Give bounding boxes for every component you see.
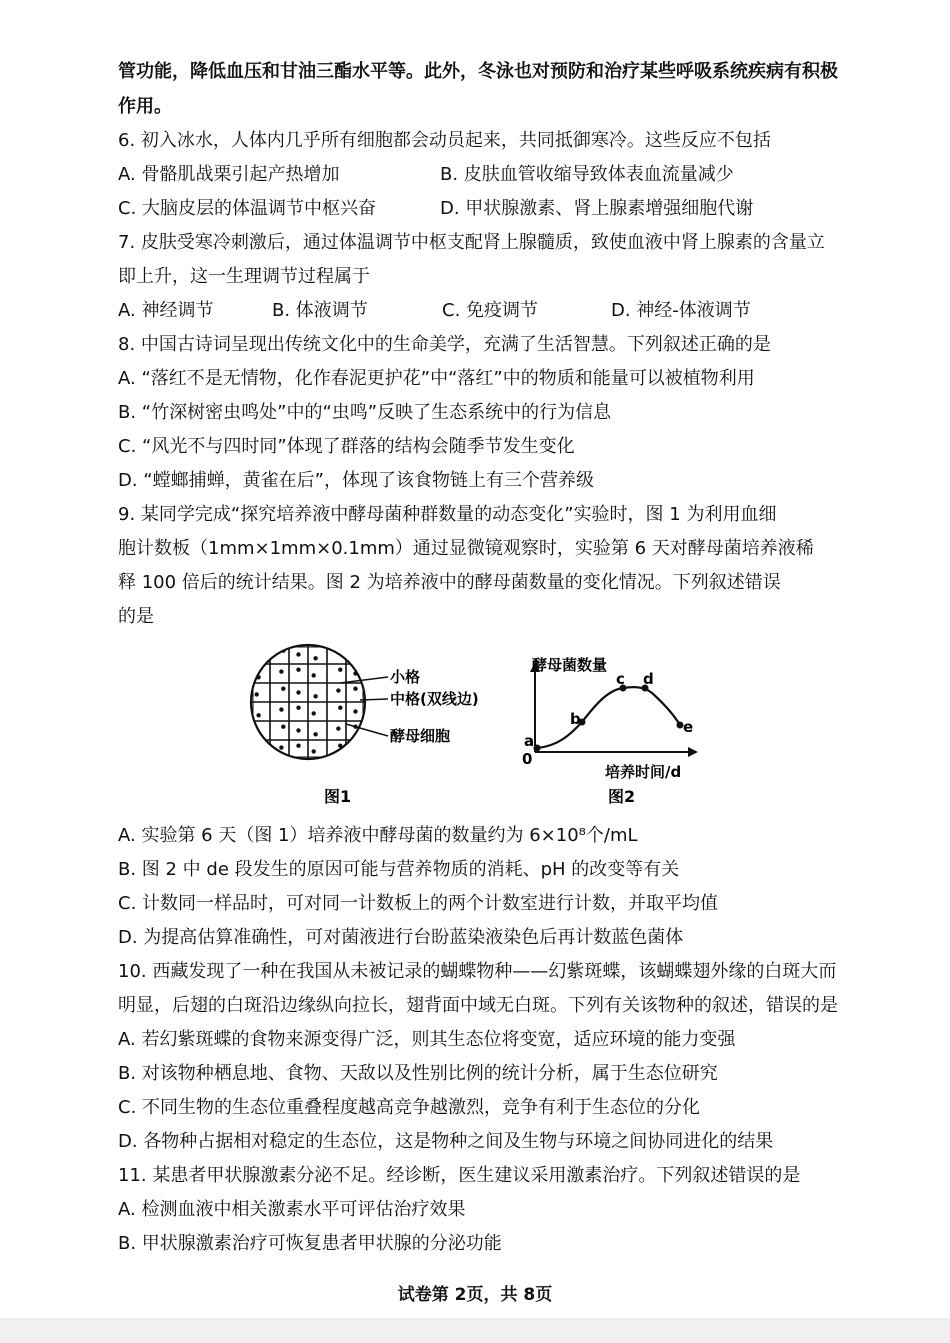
- yeast-cell-dot: [256, 751, 260, 755]
- point-label-a: a: [524, 732, 535, 750]
- figure-2-caption: 图2: [608, 787, 636, 806]
- q9-stem-1: 9. 某同学完成“探究培养液中酵母菌种群数量的动态变化”实验时，图 1 为利用血细: [118, 504, 777, 525]
- q10-option-b: B. 对该物种栖息地、食物、天敌以及性别比例的统计分析，属于生态位研究: [118, 1063, 718, 1084]
- q10-stem-1: 10. 西藏发现了一种在我国从未被记录的蝴蝶物种——幻紫斑蝶，该蝴蝶翅外缘的白斑大而: [118, 961, 837, 982]
- intro-line-2: 作用。: [118, 96, 172, 117]
- q9-stem-3: 释 100 倍后的统计结果。图 2 为培养液中的酵母菌数量的变化情况。下列叙述错误: [118, 572, 781, 593]
- leader-line-small: [340, 677, 388, 683]
- yeast-cell-dot: [353, 709, 357, 713]
- x-axis-arrow: [688, 747, 698, 757]
- yeast-cell-dot: [313, 694, 317, 698]
- point-label-e: e: [683, 718, 694, 736]
- q11-stem: 11. 某患者甲状腺激素分泌不足。经诊断，医生建议采用激素治疗。下列叙述错误的是: [118, 1165, 801, 1186]
- q6-option-d: D. 甲状腺激素、肾上腺素增强细胞代谢: [440, 198, 754, 219]
- yeast-cell-dot: [312, 673, 316, 677]
- point-label-c: c: [616, 670, 625, 688]
- figure-1-caption: 图1: [324, 787, 352, 806]
- yeast-cell-dot: [338, 668, 342, 672]
- q10-option-c: C. 不同生物的生态位重叠程度越高竞争越激烈，竞争有利于生态位的分化: [118, 1097, 701, 1118]
- q8-option-d: D. “螳螂捕蝉，黄雀在后”，体现了该食物链上有三个营养级: [118, 470, 594, 491]
- q9-option-a: A. 实验第 6 天（图 1）培养液中酵母菌的数量约为 6×10⁸个/mL: [118, 825, 638, 846]
- yeast-cell-dot: [296, 690, 300, 694]
- q6-stem: 6. 初入冰水，人体内几乎所有细胞都会动员起来，共同抵御寒冷。这些反应不包括: [118, 130, 771, 151]
- q10-option-d: D. 各物种占据相对稳定的生态位，这是物种之间及生物与环境之间协同进化的结果: [118, 1131, 774, 1152]
- q9-option-b: B. 图 2 中 de 段发生的原因可能与营养物质的消耗、pH 的改变等有关: [118, 859, 680, 880]
- leader-line-yeast: [346, 724, 388, 736]
- q8-option-b: B. “竹深树密虫鸣处”中的“虫鸣”反映了生态系统中的行为信息: [118, 402, 612, 423]
- q8-stem: 8. 中国古诗词呈现出传统文化中的生命美学，充满了生活智慧。下列叙述正确的是: [118, 334, 771, 355]
- y-axis-label: 酵母菌数量: [532, 656, 608, 674]
- q7-stem-1: 7. 皮肤受寒冷刺激后，通过体温调节中枢支配肾上腺髓质，致使血液中肾上腺素的含量立: [118, 232, 825, 253]
- q9-option-d: D. 为提高估算准确性，可对菌液进行台盼蓝染液染色后再计数蓝色菌体: [118, 927, 684, 948]
- q10-option-a: A. 若幻紫斑蝶的食物来源变得广泛，则其生态位将变宽，适应环境的能力变强: [118, 1029, 736, 1050]
- q7-stem-2: 即上升，这一生理调节过程属于: [118, 266, 370, 287]
- yeast-cell-dot: [312, 749, 316, 753]
- yeast-cell-dot: [296, 744, 300, 748]
- q8-option-c: C. “风光不与四时同”体现了群落的结构会随季节发生变化: [118, 436, 575, 457]
- x-axis-label: 培养时间/d: [605, 763, 682, 781]
- q7-option-c: C. 免疫调节: [442, 300, 539, 321]
- yeast-cell-dot: [296, 668, 300, 672]
- q7-option-d: D. 神经-体液调节: [611, 300, 751, 321]
- yeast-cell-dot: [296, 652, 300, 656]
- figure-2-growth-curve: [522, 656, 698, 806]
- q11-option-a: A. 检测血液中相关激素水平可评估治疗效果: [118, 1199, 466, 1220]
- yeast-cell-dot: [255, 692, 259, 696]
- yeast-cell-dot: [336, 726, 340, 730]
- q9-figures: [240, 640, 760, 815]
- q8-option-a: A. “落红不是无情物，化作春泥更护花”中“落红”中的物质和能量可以被植物利用: [118, 368, 755, 389]
- yeast-cell-dot: [281, 725, 285, 729]
- yeast-cell-dot: [279, 669, 283, 673]
- growth-curve: [537, 687, 680, 748]
- yeast-cell-dot: [353, 649, 357, 653]
- yeast-cell-dot: [312, 711, 316, 715]
- q7-option-b: B. 体液调节: [272, 300, 368, 321]
- origin-label: 0: [522, 750, 533, 768]
- q9-option-c: C. 计数同一样品时，可对同一计数板上的两个计数室进行计数，并取平均值: [118, 893, 719, 914]
- yeast-cell-dot: [338, 706, 342, 710]
- yeast-cell-dot: [255, 654, 259, 658]
- leader-line-medium: [360, 699, 388, 700]
- yeast-cell-dot: [313, 732, 317, 736]
- yeast-cell-dot: [279, 745, 283, 749]
- point-label-b: b: [570, 710, 581, 728]
- yeast-cell-dot: [296, 706, 300, 710]
- yeast-cell-dot: [353, 687, 357, 691]
- q7-option-a: A. 神经调节: [118, 300, 214, 321]
- q6-option-b: B. 皮肤血管收缩导致体表血流量减少: [440, 164, 734, 185]
- yeast-cell-dot: [256, 713, 260, 717]
- page-footer: 试卷第 2页，共 8页: [397, 1285, 553, 1305]
- intro-line-1: 管功能，降低血压和甘油三酯水平等。此外，冬泳也对预防和治疗某些呼吸系统疾病有积极: [118, 61, 838, 82]
- label-small-grid: 小格: [390, 668, 421, 686]
- q10-stem-2: 明显，后翅的白斑沿边缘纵向拉长，翅背面中域无白斑。下列有关该物种的叙述，错误的是: [118, 995, 838, 1016]
- yeast-cell-dot: [279, 707, 283, 711]
- q6-option-c: C. 大脑皮层的体温调节中枢兴奋: [118, 198, 377, 219]
- label-yeast-cell: 酵母细胞: [390, 727, 451, 745]
- bottom-scan-edge: [0, 1318, 950, 1343]
- yeast-cell-dot: [281, 687, 285, 691]
- yeast-cell-dot: [336, 688, 340, 692]
- yeast-cell-dot: [353, 747, 357, 751]
- yeast-cell-dot: [296, 728, 300, 732]
- q9-stem-4: 的是: [118, 606, 154, 627]
- point-a: [534, 745, 541, 752]
- figure-1-counting-chamber: [251, 645, 479, 806]
- yeast-cell-dot: [313, 656, 317, 660]
- q6-option-a: A. 骨骼肌战栗引起产热增加: [118, 164, 340, 185]
- point-label-d: d: [643, 670, 654, 688]
- label-medium-grid: 中格(双线边): [390, 690, 479, 708]
- figures-svg: [240, 640, 760, 815]
- q9-stem-2: 胞计数板（1mm×1mm×0.1mm）通过显微镜观察时，实验第 6 天对酵母菌培养液稀: [118, 538, 814, 559]
- q11-option-b: B. 甲状腺激素治疗可恢复患者甲状腺的分泌功能: [118, 1233, 502, 1254]
